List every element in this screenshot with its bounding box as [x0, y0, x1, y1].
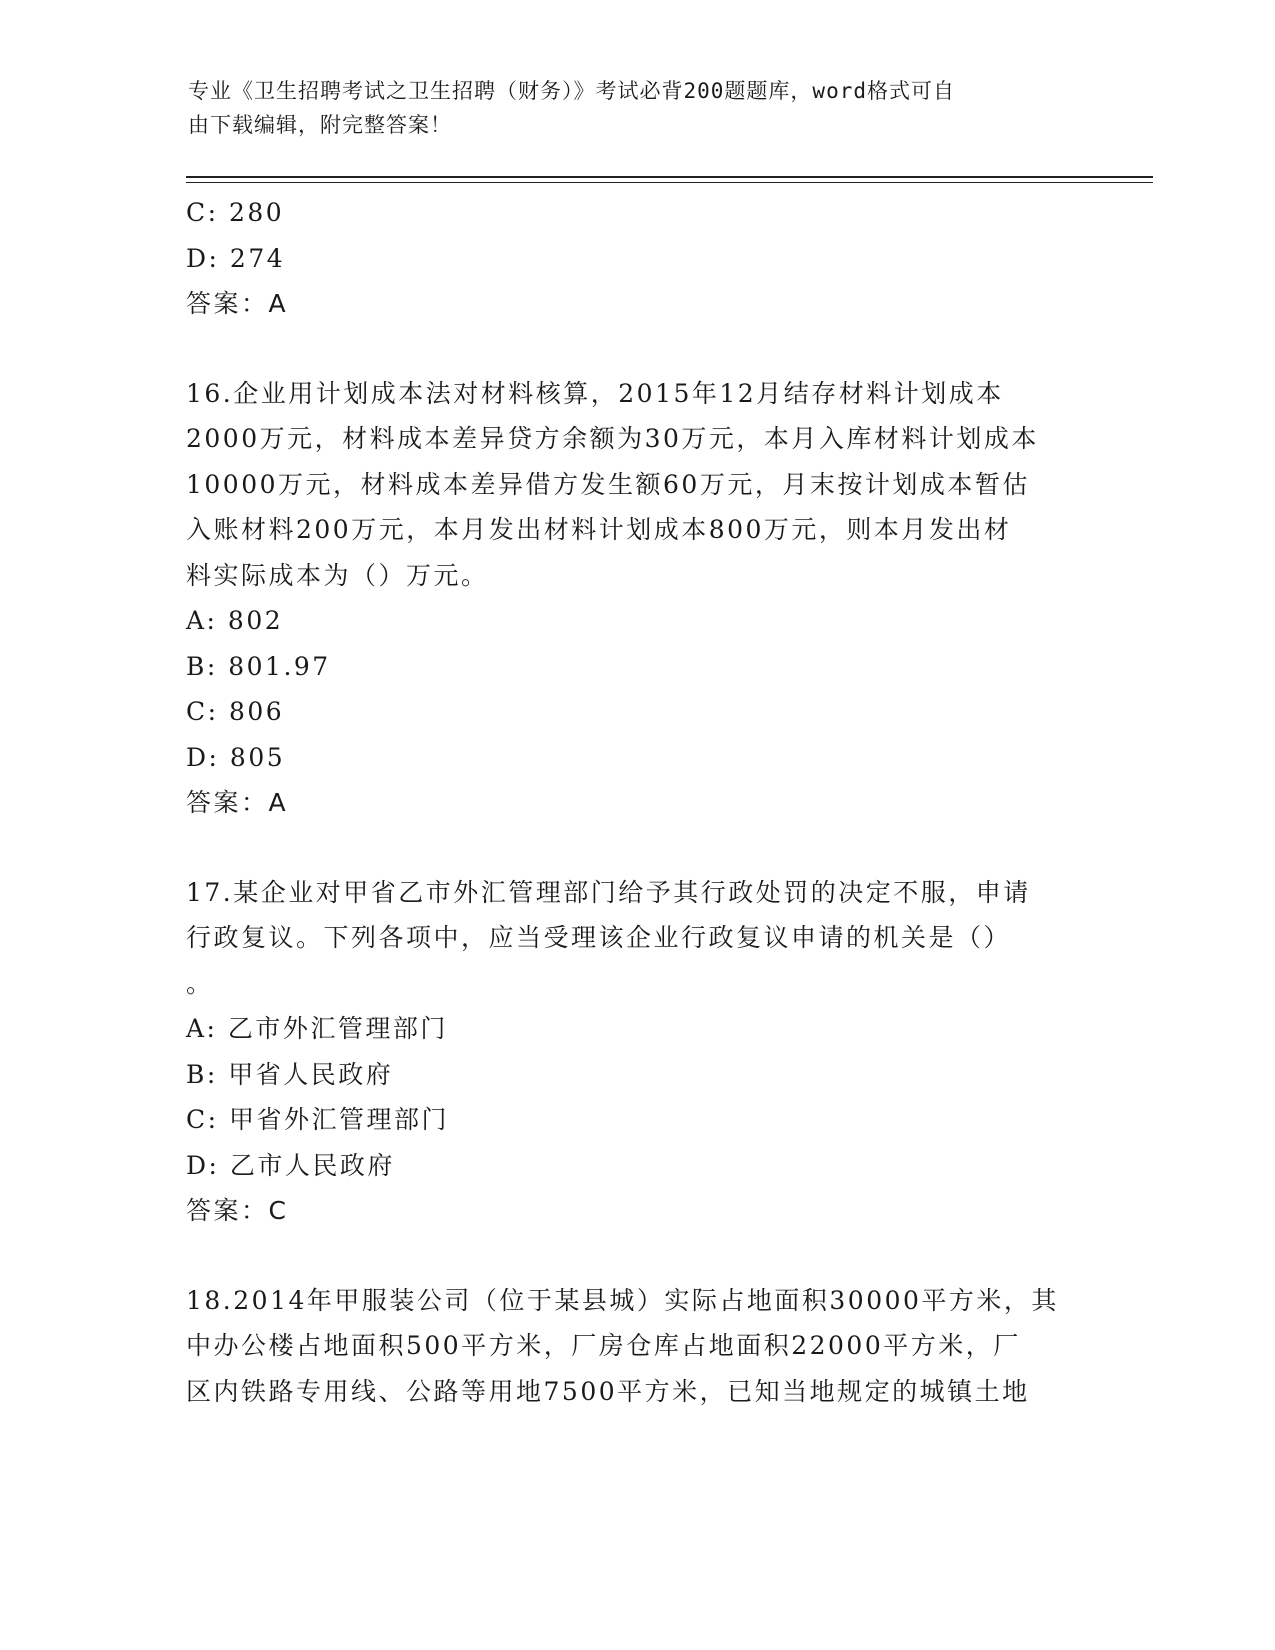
question-text-line: 16.企业用计划成本法对材料核算，2015年12月结存材料计划成本: [186, 378, 1004, 408]
option-d: D: 乙市人民政府: [186, 1150, 395, 1180]
option-c: C: 甲省外汇管理部门: [186, 1105, 449, 1134]
question-text-line: 。: [186, 968, 214, 998]
option-c: C: 280: [186, 198, 285, 227]
question-text-line: 17.某企业对甲省乙市外汇管理部门给予其行政处罚的决定不服，申请: [186, 877, 1031, 907]
answer-line: 答案：A: [186, 788, 289, 817]
question-text-line: 行政复议。下列各项中，应当受理该企业行政复议申请的机关是（）: [186, 923, 1012, 952]
option-a: A: 乙市外汇管理部门: [186, 1014, 448, 1043]
question-block-prev: [186, 190, 1086, 327]
question-block-18: [186, 1278, 1086, 1415]
option-b: B: 甲省人民政府: [186, 1059, 394, 1089]
option-d: D: 805: [186, 742, 286, 772]
question-text-line: 2000万元，材料成本差异贷方余额为30万元，本月入库材料计划成本: [186, 424, 1039, 453]
answer-line: 答案：A: [186, 289, 289, 318]
question-block-16: [186, 371, 1086, 826]
header-line-1: 专业《卫生招聘考试之卫生招聘（财务）》考试必背200题题库，word格式可自: [188, 79, 955, 103]
option-c: C: 806: [186, 697, 285, 726]
block-gap: [186, 327, 1086, 371]
question-text-line: 中办公楼占地面积500平方米，厂房仓库占地面积22000平方米，厂: [186, 1331, 1021, 1360]
question-text-line: 18.2014年甲服装公司（位于某县城）实际占地面积30000平方米，其: [186, 1285, 1059, 1315]
option-a: A: 802: [186, 606, 284, 635]
block-gap: [186, 1234, 1086, 1278]
header-divider-thick: [186, 176, 1153, 178]
question-text-line: 10000万元，材料成本差异借方发生额60万元，月末按计划成本暂估: [186, 469, 1030, 499]
answer-line: 答案：C: [186, 1196, 289, 1225]
question-text-line: 料实际成本为（）万元。: [186, 560, 489, 590]
header-line-2: 由下载编辑，附完整答案！: [188, 113, 452, 137]
document-body: [186, 190, 1086, 1414]
option-b: B: 801.97: [186, 651, 331, 681]
document-header: [188, 74, 1068, 142]
header-divider-thin: [186, 182, 1153, 183]
question-text-line: 区内铁路专用线、公路等用地7500平方米，已知当地规定的城镇土地: [186, 1376, 1030, 1406]
question-block-17: [186, 870, 1086, 1234]
block-gap: [186, 826, 1086, 870]
option-d: D: 274: [186, 243, 286, 273]
question-text-line: 入账材料200万元，本月发出材料计划成本800万元，则本月发出材: [186, 515, 1012, 544]
